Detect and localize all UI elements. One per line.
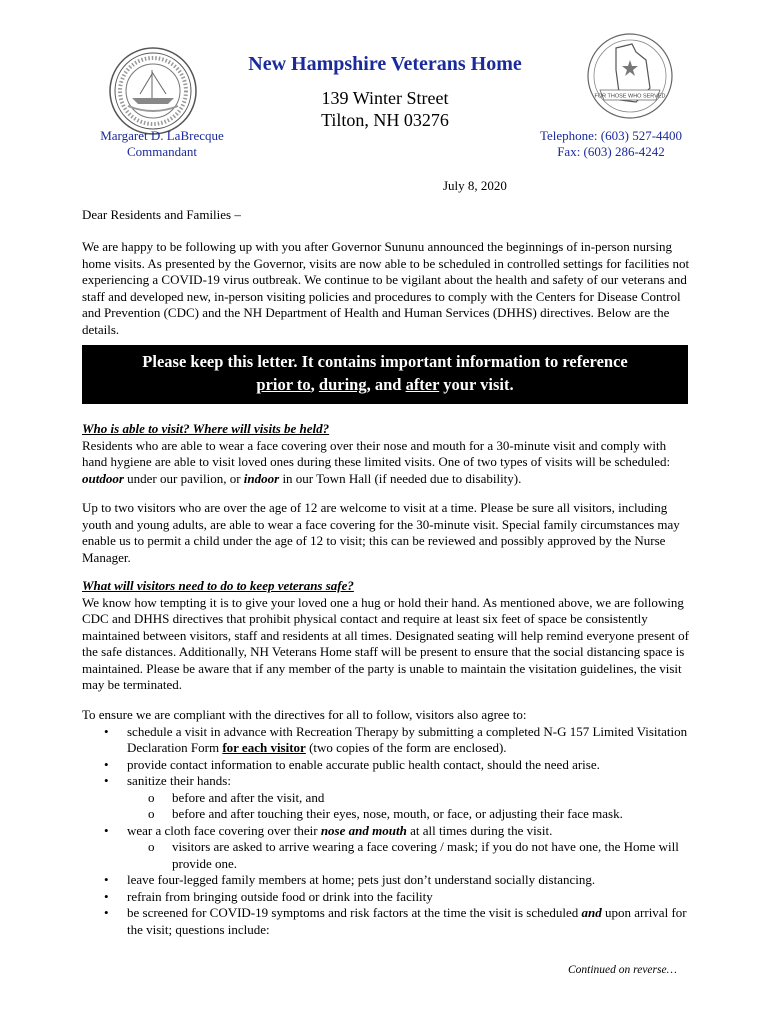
sub-list-item bbox=[127, 790, 690, 807]
banner-during: during bbox=[318, 375, 367, 394]
text-run: (two copies of the form are enclosed). bbox=[305, 740, 507, 755]
bullet-icon: • bbox=[104, 723, 109, 739]
section-paragraph bbox=[82, 438, 690, 488]
text-run: refrain from bringing outside food or drink into the facility bbox=[127, 888, 433, 904]
emphasis-outdoor: outdoor bbox=[82, 470, 124, 486]
text-run: under our pavilion, or bbox=[123, 470, 244, 486]
text-run: sanitize their hands: bbox=[127, 773, 231, 788]
section-heading: What will visitors need to do to keep veterans safe? bbox=[82, 578, 354, 593]
sub-bullet-icon: o bbox=[148, 789, 155, 805]
bullet-icon: • bbox=[104, 822, 109, 838]
visitor-count-paragraph: Up to two visitors who are over the age of 12 are welcome to visit at a time. Please be sure all visitors, including youth and young adults, are able to wear a face covering for the 30-minute visit. Special family circumstances may enable us to permit a child under the age of 12 to visit; this can be reviewed and possibly approved by the Nurse Manager. bbox=[82, 500, 680, 565]
commandant-name: Margaret D. LaBrecque bbox=[100, 128, 224, 143]
text-run: in our Town Hall (if needed due to disability). bbox=[279, 470, 522, 486]
section-heading: Who is able to visit? Where will visits be held? bbox=[82, 421, 330, 436]
notice-banner bbox=[82, 345, 688, 404]
text-run: provide contact information to enable accurate public health contact, should the need arise. bbox=[127, 756, 600, 772]
list-item bbox=[82, 889, 690, 906]
bullet-icon: • bbox=[104, 773, 109, 788]
telephone: Telephone: (603) 527-4400 bbox=[539, 128, 683, 143]
contact-block bbox=[536, 128, 686, 160]
banner-line-1: Please keep this letter. It contains important information to reference bbox=[142, 352, 628, 371]
intro-paragraph: We are happy to be following up with you after Governor Sununu announced the beginnings of in-person nursing home visits. As presented by the Governor, visits are now able to be scheduled in controlled settings for facilities not experiencing a COVID-19 virus outbreak. We continue to be vigilant about the health and safety of our veterans and staff and developed new, in-person visiting policies and procedures to comply with the Centers for Disease Control and Prevention (CDC) and the NH Department of Health and Human Services (DHHS) directives. Below are the details. bbox=[82, 239, 690, 337]
banner-and: , and bbox=[366, 375, 406, 394]
list-item bbox=[82, 823, 690, 873]
text-run: at all times during the visit. bbox=[406, 822, 553, 838]
sub-list bbox=[127, 790, 690, 823]
sub-bullet-icon: o bbox=[148, 806, 155, 821]
section-visitor-agreement bbox=[82, 707, 690, 938]
banner-prior: prior to bbox=[256, 375, 311, 394]
banner-end: your visit. bbox=[439, 375, 514, 394]
text-run: leave four-legged family members at home; pets just don’t understand socially distancing. bbox=[127, 872, 596, 887]
text-run: be screened for COVID-19 symptoms and risk factors at the time the visit is scheduled bbox=[127, 905, 582, 920]
list-item bbox=[82, 724, 690, 757]
emphasis-nose-mouth: nose and mouth bbox=[320, 822, 407, 838]
address-street: 139 Winter Street bbox=[321, 88, 449, 108]
sub-list bbox=[127, 839, 690, 872]
section-visitor-safety bbox=[82, 578, 690, 694]
list-item bbox=[82, 757, 690, 774]
agreement-list bbox=[82, 724, 690, 939]
address-city: Tilton, NH 03276 bbox=[321, 110, 449, 130]
salutation: Dear Residents and Families – bbox=[82, 207, 241, 222]
list-item bbox=[82, 773, 690, 823]
bullet-icon: • bbox=[104, 905, 109, 920]
bullet-icon: • bbox=[104, 872, 109, 887]
commandant-title: Commandant bbox=[126, 144, 198, 159]
continued-note: Continued on reverse… bbox=[568, 964, 677, 976]
text-run: wear a cloth face covering over their bbox=[127, 822, 321, 838]
banner-line-2 bbox=[82, 373, 688, 396]
bullet-icon: • bbox=[104, 756, 109, 772]
agreement-intro: To ensure we are compliant with the directives for all to follow, visitors also agree to: bbox=[82, 707, 527, 722]
text-run: before and after touching their eyes, nose, mouth, or face, or adjusting their face mask. bbox=[172, 806, 623, 821]
sub-list-item bbox=[127, 806, 690, 823]
emphasis-and: and bbox=[581, 905, 602, 920]
commandant-block bbox=[82, 128, 242, 160]
list-item bbox=[82, 905, 690, 938]
emphasis-indoor: indoor bbox=[243, 470, 280, 486]
emphasis-each-visitor: for each visitor bbox=[222, 740, 306, 755]
banner-after: after bbox=[405, 375, 440, 394]
section-paragraph: We know how tempting it is to give your loved one a hug or hold their hand. As mentioned above, we are following CDC and DHHS directives that prohibit physical contact and require at least six feet of space be consistently maintained between visitors, staff and residents at all times. Designated seating will help remind everyone present of the safe distances. Additionally, NH Veterans Home staff will be present to ensure that the social distancing space is maintained. Please be aware that if any member of the party is unable to maintain the visitation guidelines, the visit may be terminated. bbox=[82, 594, 689, 692]
letter-date: July 8, 2020 bbox=[443, 178, 507, 193]
sub-list-item bbox=[127, 839, 690, 872]
letterhead-title: New Hampshire Veterans Home bbox=[248, 53, 522, 75]
section-who-can-visit bbox=[82, 421, 690, 487]
text-run: schedule a visit in advance with Recreation Therapy by submitting a completed N-G 157 Limited Visitation Declaration Form bbox=[127, 723, 688, 755]
text-run: visitors are asked to arrive wearing a face covering / mask; if you do not have one, the Home will provide one. bbox=[172, 839, 679, 871]
text-run: before and after the visit, and bbox=[172, 789, 325, 805]
text-run: Residents who are able to wear a face covering over their nose and mouth for a 30-minute visit and comply with hand hygiene are able to visit loved ones during these limited visits. One of two types of visits will be scheduled: bbox=[82, 437, 671, 469]
bullet-icon: • bbox=[104, 888, 109, 904]
fax: Fax: (603) 286-4242 bbox=[557, 144, 665, 159]
banner-comma: , bbox=[310, 375, 319, 394]
sub-bullet-icon: o bbox=[148, 839, 155, 854]
text-run: upon arrival for the visit; questions include: bbox=[127, 905, 687, 937]
list-item bbox=[82, 872, 690, 889]
right-seal-banner-text: FOR THOSE WHO SERVED bbox=[594, 93, 666, 100]
